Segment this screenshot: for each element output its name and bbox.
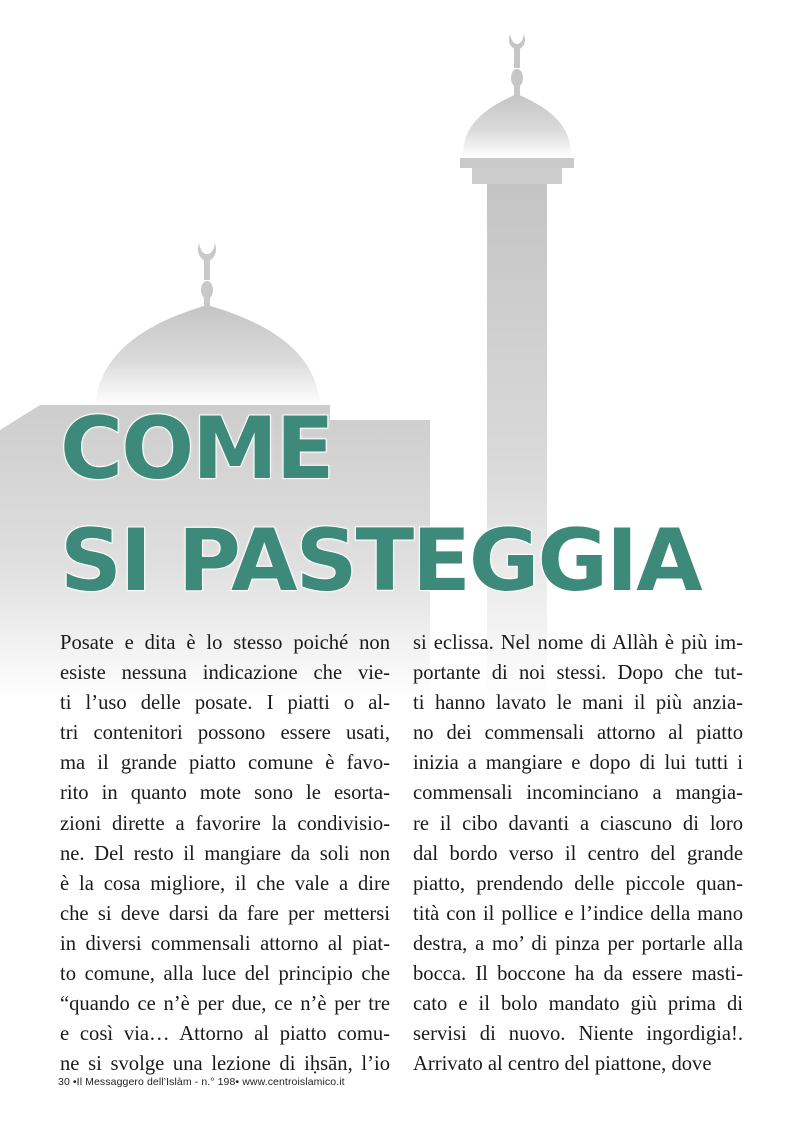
text-line: cato e il bolo mandato giù prima di (413, 993, 743, 1016)
text-line: ma il grande piatto comune è favo- (60, 752, 390, 775)
text-line: piatto, prendendo delle piccole quan- (413, 872, 743, 895)
text-line: che si deve darsi da fare per mettersi (60, 902, 390, 925)
text-line: ne si svolge una lezione di iḥsān, l’io (60, 1053, 390, 1076)
right-column (413, 628, 743, 1079)
text-line: ti l’uso delle posate. I piatti o al- (60, 692, 390, 715)
text-line: ti hanno lavato le mani il più anzia- (413, 692, 743, 715)
text-line: tri contenitori possono essere usati, (60, 722, 390, 745)
page-footer: 30 •Il Messaggero dell’Islàm - n.° 198• www.centroislamico.it (58, 1076, 345, 1088)
text-line: commensali incominciano a mangia- (413, 782, 743, 805)
text-line: Arrivato al centro del piattone, dove (413, 1053, 712, 1076)
text-line: esiste nessuna indicazione che vie- (60, 662, 390, 685)
text-line: inizia a mangiare e dopo di lui tutti i (413, 752, 743, 775)
minaret-crescent-icon (509, 34, 525, 50)
text-line: tità con il pollice e l’indice della mano (413, 902, 743, 925)
text-line: si eclissa. Nel nome di Allàh è più im- (413, 632, 743, 654)
text-line: ne. Del resto il mangiare da soli non (60, 842, 390, 865)
text-line: è la cosa migliore, il che vale a dire (60, 872, 390, 895)
text-line: Posate e dita è lo stesso poiché non (60, 632, 390, 654)
text-line: destra, a mo’ di pinza per portarle alla (413, 932, 743, 955)
text-line: bocca. Il boccone ha da essere masti- (413, 963, 743, 986)
title-line-1: COME (60, 399, 333, 499)
text-line: to comune, alla luce del principio che (60, 963, 390, 986)
text-line: dal bordo verso il centro del grande (413, 842, 743, 865)
text-line: in diversi commensali attorno al piat- (60, 932, 390, 955)
text-line: zioni dirette a favorire la condivisio- (60, 812, 390, 835)
text-line: “quando ce n’è per due, ce n’è per tre (60, 993, 390, 1016)
article-title (60, 393, 701, 617)
text-line: portante di noi stessi. Dopo che tut- (413, 662, 743, 685)
text-line: re il cibo davanti a ciascuno di loro (413, 812, 743, 835)
text-line: no dei commensali attorno al piatto (413, 722, 743, 745)
text-line: e così via… Attorno al piatto comu- (60, 1023, 390, 1046)
left-column (60, 628, 390, 1079)
dome-crescent-icon (198, 243, 216, 262)
title-line-2: SI PASTEGGIA (60, 511, 701, 611)
text-line: rito in quanto mote sono le esorta- (60, 782, 390, 805)
text-line: servisi di nuovo. Niente ingordigia!. (413, 1023, 743, 1046)
